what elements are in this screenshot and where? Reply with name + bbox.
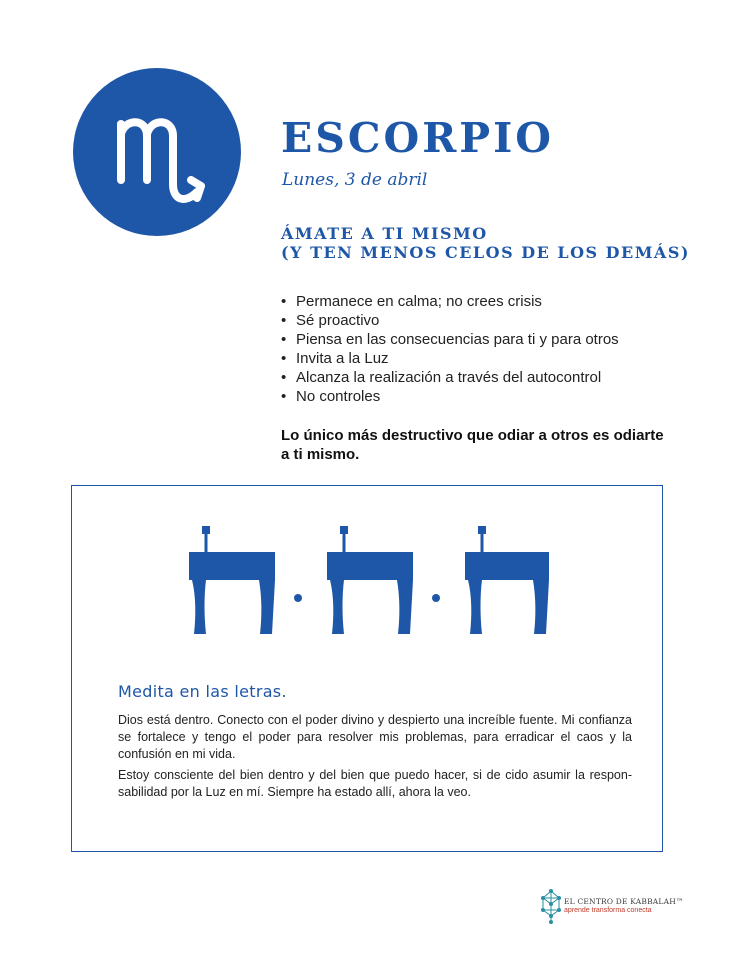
kabbalah-centre-logo: [540, 888, 700, 928]
section-heading-line-2: (Y TEN MENOS CELOS DE LOS DEMÁS): [281, 243, 690, 262]
horoscope-date: Lunes, 3 de abril: [282, 170, 428, 190]
list-item: • Alcanza la realización a través del autocontrol: [281, 369, 602, 386]
scorpio-glyph-icon: [73, 68, 241, 236]
meditation-title: Medita en las letras.: [118, 682, 287, 701]
tree-of-life-icon: [540, 888, 562, 926]
scorpio-sign-badge: [73, 68, 241, 236]
bullet-icon: •: [281, 369, 287, 386]
meditation-panel: [71, 485, 663, 852]
hebrew-letters-hei-hei-hei-icon: [72, 486, 664, 666]
bullet-icon: •: [281, 350, 287, 367]
section-heading: [281, 224, 690, 262]
meditation-paragraph-1: Dios está dentro. Conecto con el poder divino y despierto una increíble fuente. Mi confianza se fortalece y tengo el poder para resolver mis problemas, para erradicar el caos y la confusión en mi vida.: [118, 713, 632, 761]
logo-name: EL CENTRO DE KABBALAH™: [564, 897, 684, 906]
section-heading-line-1: ÁMATE A TI MISMO: [281, 224, 488, 243]
list-item: • Permanece en calma; no crees crisis: [281, 293, 542, 310]
advice-list: [281, 292, 619, 406]
list-item: • Sé proactivo: [281, 312, 380, 329]
list-item: • Piensa en las consecuencias para ti y para otros: [281, 331, 619, 348]
page-title: ESCORPIO: [281, 114, 555, 162]
list-item: • Invita a la Luz: [281, 350, 389, 367]
bullet-icon: •: [281, 293, 287, 310]
bullet-icon: •: [281, 388, 287, 405]
logo-tagline: aprende transforma conecta: [564, 907, 652, 914]
meditation-paragraph-2: Estoy consciente del bien dentro y del bien que puedo hacer, si de cido asumir la respon-sabilidad por la Luz en mí. Siempre ha estado allí, ahora la veo.: [118, 768, 632, 799]
list-item: • No controles: [281, 388, 381, 405]
bullet-icon: •: [281, 312, 287, 329]
bullet-icon: •: [281, 331, 287, 348]
key-quote: Lo único más destructivo que odiar a otros es odiarte a ti mismo.: [281, 427, 664, 463]
